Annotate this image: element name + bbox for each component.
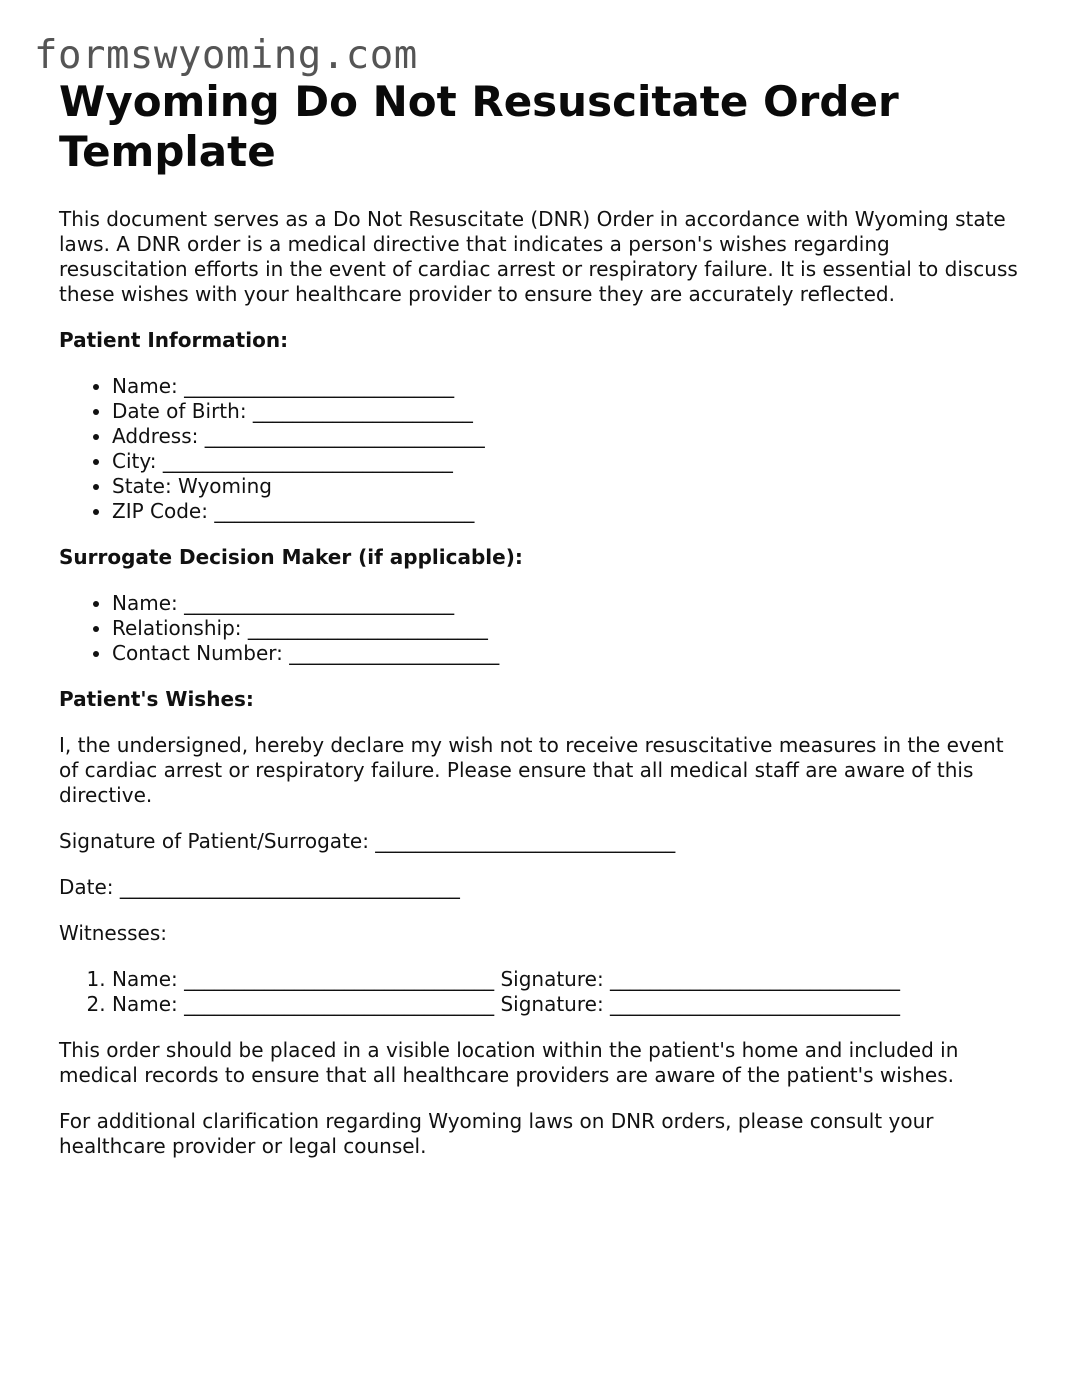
page-title: Wyoming Do Not Resuscitate Order Template [59, 77, 899, 176]
witnesses-heading: Witnesses: [59, 921, 168, 945]
signature-line: Signature of Patient/Surrogate: ______________________________ [59, 829, 676, 853]
witness-1-field: 1. Name: _______________________________ Signature: _____________________________ [112, 967, 1019, 992]
intro-paragraph: This document serves as a Do Not Resuscitate (DNR) Order in accordance with Wyoming state laws. A DNR order is a medical directive that indicates a person's wishes regarding resuscitation efforts in the event of cardiac arrest or respiratory failure. It is essential to discuss these wishes with your healthcare provider to ensure they are accurately reflected. [59, 207, 1018, 306]
wishes-paragraph: I, the undersigned, hereby declare my wish not to receive resuscitative measures in the event of cardiac arrest or respiratory failure. Please ensure that all medical staff are aware of this directive. [59, 733, 1004, 807]
witness-2-field: 2. Name: _______________________________ Signature: _____________________________ [112, 992, 1019, 1017]
patient-city-field: • City: _____________________________ [112, 449, 1019, 474]
patient-info-list [59, 374, 1019, 524]
patient-info-heading: Patient Information: [59, 328, 289, 352]
watermark: formswyoming.com [34, 33, 418, 78]
witnesses-list [59, 967, 1019, 1017]
patient-address-field: • Address: ____________________________ [112, 424, 1019, 449]
surrogate-list [59, 591, 1019, 666]
placement-note: This order should be placed in a visible location within the patient's home and included in medical records to ensure that all healthcare providers are aware of the patient's wishes. [59, 1038, 959, 1087]
document-body [59, 77, 1019, 1159]
wishes-heading: Patient's Wishes: [59, 687, 254, 711]
patient-name-field: • Name: ___________________________ [112, 374, 1019, 399]
surrogate-name-field: • Name: ___________________________ [112, 591, 1019, 616]
patient-dob-field: • Date of Birth: ______________________ [112, 399, 1019, 424]
date-line: Date: __________________________________ [59, 875, 460, 899]
surrogate-contact-field: • Contact Number: _____________________ [112, 641, 1019, 666]
patient-zip-field: • ZIP Code: __________________________ [112, 499, 1019, 524]
surrogate-relationship-field: • Relationship: ________________________ [112, 616, 1019, 641]
surrogate-heading: Surrogate Decision Maker (if applicable): [59, 545, 523, 569]
patient-state-field: • State: Wyoming [112, 474, 1019, 499]
clarification-note: For additional clarification regarding Wyoming laws on DNR orders, please consult your healthcare provider or legal counsel. [59, 1109, 934, 1158]
